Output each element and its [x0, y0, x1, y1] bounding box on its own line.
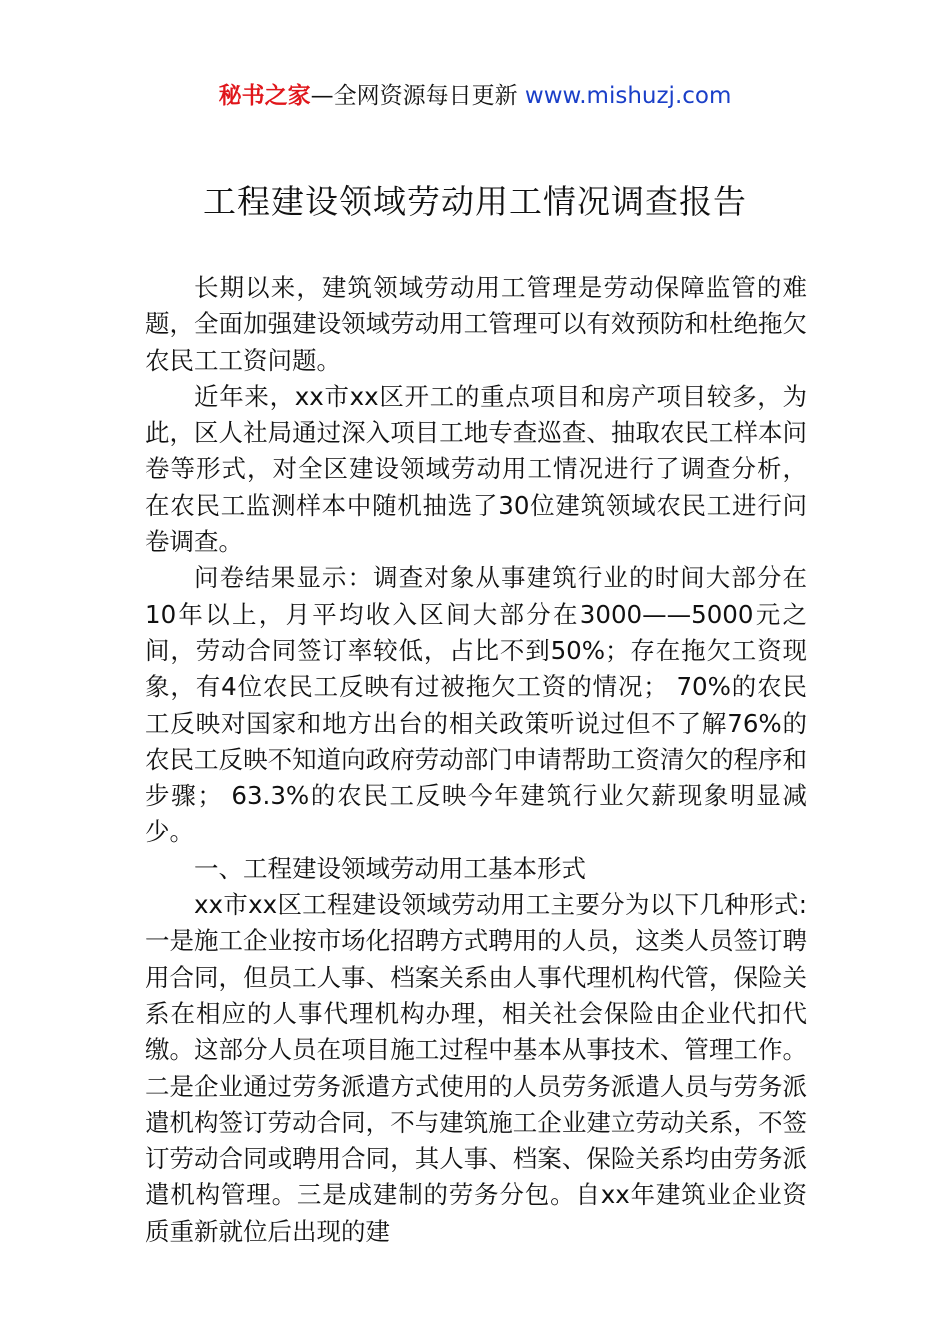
- document-body: [145, 270, 807, 1250]
- site-tagline: —全网资源每日更新: [310, 83, 525, 109]
- site-brand: 秘书之家: [218, 83, 311, 109]
- section-heading-1: 一、工程建设领域劳动用工基本形式: [194, 853, 586, 883]
- site-url-link[interactable]: www.mishuzj.com: [524, 83, 732, 109]
- paragraph-survey: 近年来，xx市xx区开工的重点项目和房产项目较多，为此，区人社局通过深入项目工地专查巡查、抽取农民工样本问卷等形式，对全区建设领域劳动用工情况进行了调查分析， 在农民工监测样本中随机抽选了30位建筑领域农民工进行问卷调查。: [145, 381, 807, 557]
- paragraph-employment-forms: xx市xx区工程建设领域劳动用工主要分为以下几种形式:一是施工企业按市场化招聘方式聘用的人员，这类人员签订聘用合同，但员工人事、档案关系由人事代理机构代管，保险关系在相应的人事代理机构办理，相关社会保险由企业代扣代缴。这部分人员在项目施工过程中基本从事技术、管理工作。二是企业通过劳务派遣方式使用的人员劳务派遣人员与劳务派遣机构签订劳动合同，不与建筑施工企业建立劳动关系，不签订劳动合同或聘用合同，其人事、档案、保险关系均由劳务派遣机构管理。三是成建制的劳务分包。自xx年建筑业企业资质重新就位后出现的建: [145, 890, 807, 1246]
- document-title: 工程建设领域劳动用工情况调查报告: [203, 182, 747, 221]
- paragraph-results: 问卷结果显示：调查对象从事建筑行业的时间大部分在10年以上，月平均收入区间大部分在3000——5000元之间，劳动合同签订率较低，占比不到50%；存在拖欠工资现象，有4位农民工反映有过被拖欠工资的情况； 70%的农民工反映对国家和地方出台的相关政策听说过但不了解76%的农民工反映不知道向政府劳动部门申请帮助工资清欠的程序和步骤； 63.3%的农民工反映今年建筑行业欠薪现象明显减少。: [145, 563, 807, 847]
- paragraph-intro: 长期以来，建筑领域劳动用工管理是劳动保障监管的难题，全面加强建设领域劳动用工管理可以有效预防和杜绝拖欠农民工工资问题。: [145, 273, 807, 375]
- site-header: [0, 80, 950, 112]
